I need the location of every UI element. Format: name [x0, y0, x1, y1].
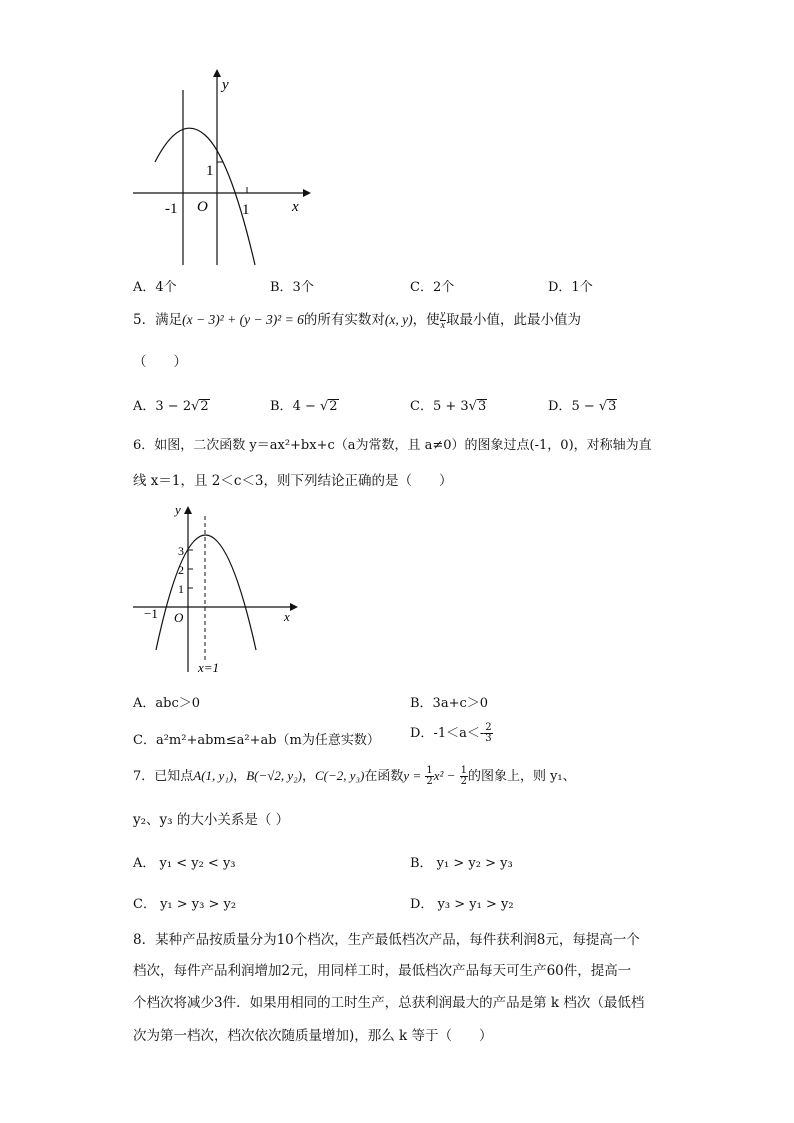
q6-option-c[interactable]: C．a²m²+abm≤a²+ab（m为任意实数） — [133, 733, 380, 748]
q7-sep1: ， — [233, 769, 247, 784]
q5-opt-c-pre: 5 + 3 — [432, 399, 469, 414]
q7-line2: y₂、y₃ 的大小关系是（ ） — [133, 812, 290, 828]
q7-f2-num: 1 — [460, 765, 467, 776]
tick-label-y1: 1 — [206, 163, 214, 179]
q6-opt-d-den: 3 — [485, 733, 492, 744]
parabola-graph-1 — [125, 65, 315, 270]
q7-f1-num: 1 — [426, 765, 433, 776]
q4-option-a[interactable]: A．4个 — [133, 280, 177, 295]
q5-stem — [133, 310, 581, 331]
q7-point-c: C(−2, y₃) — [315, 768, 365, 783]
q7-point-a: A(1, y₁) — [193, 768, 234, 783]
x-axis-arrow — [290, 603, 298, 611]
q5-opt-b-rad: 2 — [329, 399, 338, 414]
q5-opt-b-label: B． — [270, 399, 293, 414]
q5-opt-c-rad: 3 — [477, 399, 487, 414]
q5-equation: (x − 3)² + (y − 3)² = 6 — [182, 312, 304, 327]
q5-option-c[interactable]: C．5 + 3√3 — [410, 399, 487, 414]
q5-opt-d-rad: 3 — [608, 399, 617, 414]
q7-func-pre: y = — [403, 768, 422, 783]
q6-option-d[interactable] — [410, 722, 493, 744]
q6-opt-d-frac — [484, 723, 492, 744]
q7-func-mid: x² − — [433, 768, 456, 783]
q5-option-b[interactable]: B．4 − √2 — [270, 399, 338, 414]
origin-label: O — [174, 610, 184, 625]
q6-line2: 线 x＝1，且 2＜c＜3，则下列结论正确的是（ ） — [133, 473, 453, 489]
tick-label-y1: 1 — [178, 582, 184, 596]
parabola-curve — [156, 535, 256, 650]
x-axis-label: x — [284, 609, 290, 624]
q7-mid: 在函数 — [364, 769, 404, 784]
tick-label-neg1: -1 — [165, 201, 178, 217]
parabola-curve — [155, 128, 255, 265]
q7-sep2: ， — [301, 769, 315, 784]
q6-line1: 6．如图，二次函数 y＝ax²+bx+c（a为常数，且 a≠0）的图象过点(-1，0)，对称轴为直 — [133, 438, 652, 453]
q7-option-c[interactable]: C． y₁ > y₃ > y₂ — [133, 897, 237, 912]
tick-label-neg1: −1 — [144, 606, 158, 621]
q5-opt-a-pre: 3 − 2 — [155, 399, 192, 414]
q5-opt-d-label: D． — [548, 399, 572, 414]
q7-suffix: 的图象上，则 y₁、 — [467, 769, 576, 784]
q5-opt-b-pre: 4 − — [292, 399, 320, 414]
tick-label-y3: 3 — [178, 544, 184, 558]
q5-mid1: 的所有实数对 — [303, 312, 385, 328]
q5-paren: （ ） — [133, 354, 187, 370]
q7-f1-den: 2 — [426, 776, 433, 787]
q5-option-a[interactable]: A．3 − 2√2 — [133, 399, 209, 414]
q6-opt-d-num: 2 — [485, 722, 492, 733]
q7-prefix: 7．已知点 — [133, 769, 194, 784]
q7-frac-2 — [460, 766, 468, 787]
q8-line-2: 档次，每件产品利润增加2元，用同样工时，最低档次产品每天可生产60件，提高一 — [133, 963, 632, 979]
q6-option-a[interactable]: A．abc＞0 — [133, 696, 201, 711]
q4-option-d[interactable]: D．1个 — [548, 280, 593, 295]
q7-option-d[interactable]: D． y₃ > y₁ > y₂ — [410, 897, 514, 912]
y-axis-label: y — [175, 502, 181, 517]
q7-point-b: B(−√2, y₂) — [246, 768, 302, 783]
tick-label-y2: 2 — [178, 563, 184, 577]
q5-frac-num: y — [440, 309, 446, 320]
q8-line-4: 次为第一档次，档次依次随质量增加)，那么 k 等于（ ） — [133, 1028, 493, 1044]
q7-f2-den: 2 — [460, 776, 467, 787]
y-axis-arrow — [213, 69, 221, 77]
q5-option-d[interactable]: D．5 − √3 — [548, 399, 617, 414]
q8-line-3: 个档次将减少3件．如果用相同的工时生产，总获利润最大的产品是第 k 档次（最低档 — [133, 995, 645, 1011]
q7-option-a[interactable]: A． y₁ < y₂ < y₃ — [133, 856, 236, 871]
q8-line-1: 8．某种产品按质量分为10个档次，生产最低档次产品，每件获利润8元，每提高一个 — [133, 932, 640, 948]
q7-frac-1 — [425, 766, 433, 787]
q7-stem — [133, 766, 576, 787]
q5-opt-a-label: A． — [133, 399, 156, 414]
x-axis-arrow — [303, 189, 311, 197]
q7-option-b[interactable]: B． y₁ > y₂ > y₃ — [410, 856, 513, 871]
q5-pair: (x, y) — [384, 312, 413, 327]
q6-opt-d-pre: D．-1＜a＜- — [410, 726, 485, 741]
tick-label-x1: 1 — [242, 202, 250, 218]
q4-option-c[interactable]: C．2个 — [410, 280, 455, 295]
y-axis-label: y — [222, 77, 229, 93]
q6-option-b[interactable]: B．3a+c＞0 — [410, 696, 489, 711]
symmetry-axis-label: x=1 — [198, 660, 220, 675]
x-axis-label: x — [292, 199, 299, 215]
y-axis-arrow — [184, 506, 192, 514]
q5-mid2: ，使 — [412, 312, 440, 328]
q5-frac-den: x — [440, 320, 446, 331]
q5-opt-c-label: C． — [410, 399, 433, 414]
origin-label: O — [197, 199, 208, 215]
q5-opt-d-pre: 5 − — [571, 399, 599, 414]
q5-suffix: 取最小值，此最小值为 — [446, 312, 582, 328]
q5-prefix: 5．满足 — [133, 312, 183, 328]
q5-opt-a-rad: 2 — [200, 399, 209, 414]
parabola-graph-2 — [128, 500, 300, 680]
q4-option-b[interactable]: B．3个 — [270, 280, 314, 295]
